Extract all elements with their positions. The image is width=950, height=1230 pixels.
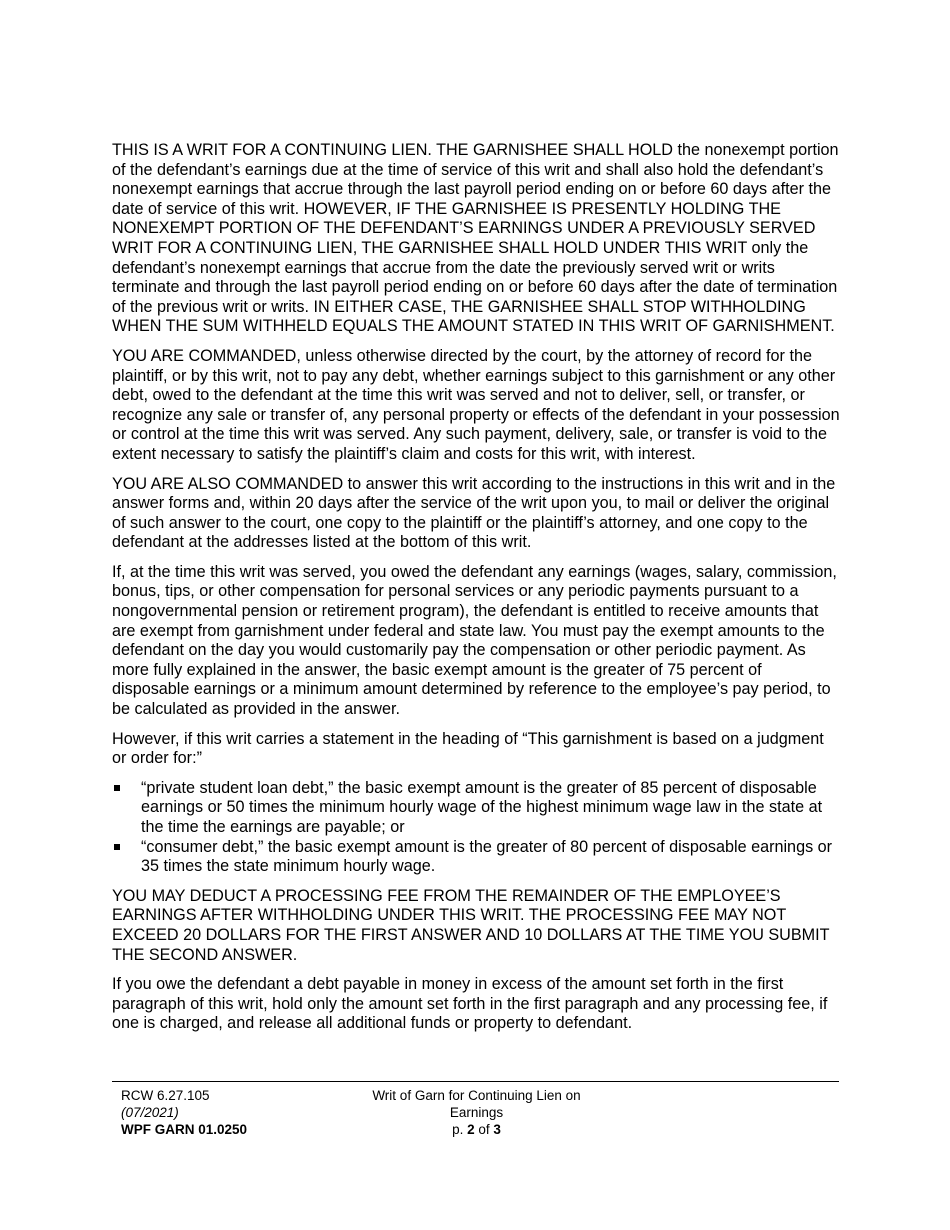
paragraph-processing-fee: YOU MAY DEDUCT A PROCESSING FEE FROM THE REMAINDER OF THE EMPLOYEE’S EARNINGS AFTER WITHHOLDING UNDER THIS WRIT. THE PROCESSING FEE MAY NOT EXCEED 20 DOLLARS FOR THE FIRST ANSWER AND 10 DOLLARS AT THE TIME YOU SUBMIT THE SECOND ANSWER.: [112, 886, 830, 964]
footer-divider: [112, 1081, 839, 1082]
page-number: [359, 1121, 594, 1138]
page-total: 3: [493, 1122, 501, 1137]
footer-form-id: WPF GARN 01.0250: [121, 1122, 248, 1137]
footer-title-line1: Writ of Garn for Continuing Lien on: [372, 1088, 581, 1103]
square-bullet-icon: [114, 844, 120, 850]
page-of: of: [474, 1122, 494, 1137]
page-prefix: p.: [452, 1122, 468, 1137]
paragraph-exempt-earnings: If, at the time this writ was served, you owed the defendant any earnings (wages, salary, commission, bonus, tips, or other compensation for personal services or any periodic payments pursuant to a nongovernmental pension or retirement program), the defendant is entitled to receive amounts that are exempt from garnishment under federal and state law. You must pay the exempt amounts to the defendant on the day you would customarily pay the compensation or other periodic payment. As more fully explained in the answer, the basic exempt amount is the greater of 75 percent of disposable earnings or a minimum amount determined by reference to the employee’s pay period, to be calculated as provided in the answer.: [112, 562, 837, 719]
exemption-bullet-list: [112, 779, 840, 877]
paragraph-excess-debt: If you owe the defendant a debt payable in money in excess of the amount set forth in the first paragraph of this writ, hold only the amount set forth in the first paragraph and any processing fee, if one is charged, and release all additional funds or property to defendant.: [112, 975, 828, 1033]
bullet-text-consumer-debt: “consumer debt,” the basic exempt amount is the greater of 80 percent of disposable earnings or 35 times the state minimum hourly wage.: [141, 837, 833, 876]
paragraph-however: However, if this writ carries a statement in the heading of “This garnishment is based on a judgment or order for:”: [112, 729, 824, 768]
paragraph-continuing-lien: THIS IS A WRIT FOR A CONTINUING LIEN. THE GARNISHEE SHALL HOLD the nonexempt portion of the defendant’s earnings due at the time of service of this writ and shall also hold the defendant’s nonexempt earnings that accrue through the last payroll period ending on or before 60 days after the date of service of this writ. HOWEVER, IF THE GARNISHEE IS PRESENTLY HOLDING THE NONEXEMPT PORTION OF THE DEFENDANT’S EARNINGS UNDER A PREVIOUSLY SERVED WRIT FOR A CONTINUING LIEN, THE GARNISHEE SHALL HOLD UNDER THIS WRIT only the defendant’s nonexempt earnings that accrue from the date the previously served writ or writs terminate and through the last payroll period ending on or before 60 days after the date of termination of the previous writ or writs. IN EITHER CASE, THE GARNISHEE SHALL STOP WITHHOLDING WHEN THE SUM WITHHELD EQUALS THE AMOUNT STATED IN THIS WRIT OF GARNISHMENT.: [112, 141, 839, 336]
footer-title-line2: Earnings: [449, 1105, 504, 1120]
footer-statute: RCW 6.27.105: [121, 1088, 210, 1103]
footer-form-info: [121, 1087, 341, 1138]
footer-title-block: [359, 1087, 594, 1138]
document-body: [112, 141, 840, 1044]
footer-date: (07/2021): [121, 1105, 179, 1120]
bullet-text-student-loan: “private student loan debt,” the basic exempt amount is the greater of 85 percent of disposable earnings or 50 times the minimum hourly wage of the highest minimum wage law in the state at the time the earnings are payable; or: [141, 778, 823, 836]
page-current: 2: [467, 1122, 475, 1137]
paragraph-commanded: YOU ARE COMMANDED, unless otherwise directed by the court, by the attorney of record for the plaintiff, or by this writ, not to pay any debt, whether earnings subject to this garnishment or any other debt, owed to the defendant at the time this writ was served and not to deliver, sell, or transfer, or recognize any sale or transfer of, any personal property or effects of the defendant in your possession or control at the time this writ was served. Any such payment, delivery, sale, or transfer is void to the extent necessary to satisfy the plaintiff’s claim and costs for this writ, with interest.: [112, 346, 840, 463]
list-item: [112, 838, 840, 877]
square-bullet-icon: [114, 785, 120, 791]
list-item: [112, 779, 840, 838]
paragraph-also-commanded: YOU ARE ALSO COMMANDED to answer this writ according to the instructions in this writ and in the answer forms and, within 20 days after the service of the writ upon you, to mail or deliver the original of such answer to the court, one copy to the plaintiff or the plaintiff’s attorney, and one copy to the defendant at the addresses listed at the bottom of this writ.: [112, 474, 836, 552]
